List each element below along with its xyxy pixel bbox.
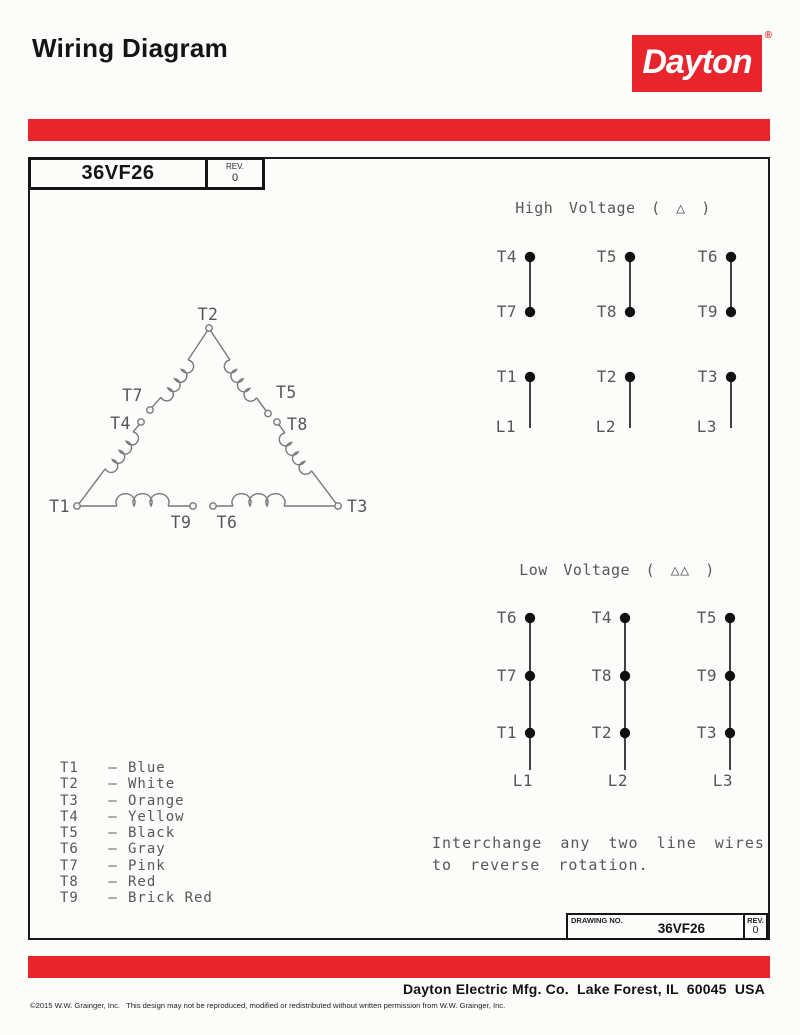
terminal-dot	[725, 613, 735, 623]
terminal-dot	[726, 307, 736, 317]
terminal-dot	[725, 671, 735, 681]
terminal-dot	[525, 372, 535, 382]
hv-label: T9	[697, 302, 718, 321]
delta-winding-schematic	[30, 298, 390, 538]
revision-cell	[205, 157, 265, 190]
lv-line-label: L2	[607, 771, 628, 790]
delta-label-t9: T9	[170, 513, 192, 532]
hv-label: T7	[496, 302, 517, 321]
terminal-dot	[525, 252, 535, 262]
legend-row	[60, 858, 213, 874]
drawing-number-label: DRAWING NO.	[571, 916, 623, 925]
legend-dash: —	[108, 874, 118, 891]
model-number: 36VF26	[28, 157, 208, 190]
hv-label: T1	[496, 367, 517, 386]
title-block	[28, 157, 265, 190]
winding-line	[133, 425, 139, 432]
legend-color: Pink	[128, 857, 166, 874]
hv-label: T2	[596, 367, 617, 386]
registered-trademark-icon: ®	[764, 30, 772, 41]
hv-label: T5	[596, 247, 617, 266]
delta-terminal-labels	[49, 305, 368, 532]
delta-label-t6: T6	[216, 513, 238, 532]
delta-label-t4: T4	[110, 414, 131, 433]
legend-code: T9	[60, 890, 79, 907]
legend-dash: —	[108, 841, 118, 858]
rotation-note	[432, 833, 765, 876]
hv-jumper-col2	[597, 247, 635, 321]
terminal-node-t5	[265, 410, 271, 416]
legend-dash: —	[108, 808, 118, 825]
legend-color: Black	[128, 825, 176, 842]
delta-label-t1: T1	[49, 497, 70, 516]
hv-line-label: L2	[595, 417, 616, 436]
coil-t6-t3	[232, 494, 285, 506]
delta-label-t5: T5	[276, 383, 297, 402]
legend-row	[60, 890, 213, 906]
legend-row	[60, 825, 213, 841]
terminal-node-t9	[190, 503, 196, 509]
lv-col2	[592, 608, 630, 790]
copyright-notice: ©2015 W.W. Grainger, Inc. This design may not be reproduced, modified or redistributed without written permission from W.W. Grainger, Inc.	[30, 1001, 506, 1010]
terminal-node-t2	[206, 325, 212, 331]
legend-code: T2	[60, 776, 79, 793]
drawing-number-cell	[566, 913, 745, 940]
legend-code: T8	[60, 874, 79, 891]
dayton-logo-text: Dayton	[642, 43, 752, 81]
terminal-dot	[726, 252, 736, 262]
terminal-dot	[620, 613, 630, 623]
hv-jumper-col3	[698, 247, 736, 321]
legend-row	[60, 874, 213, 890]
legend-code: T6	[60, 841, 79, 858]
terminal-dot	[625, 307, 635, 317]
legend-code: T1	[60, 760, 79, 776]
lv-label: T4	[591, 608, 612, 627]
revision-value: 0	[231, 171, 239, 184]
company-address: Dayton Electric Mfg. Co. Lake Forest, IL 60045 USA	[402, 981, 765, 997]
drawing-rev-value: 0	[752, 923, 759, 936]
coil-t4-t1	[105, 431, 141, 475]
terminal-node-t1	[74, 503, 80, 509]
lv-label: T8	[591, 666, 612, 685]
terminal-dot	[726, 372, 736, 382]
hv-lead-col2	[596, 367, 635, 436]
drawing-rev-label: REV.	[747, 915, 764, 925]
legend-code: T7	[60, 857, 79, 874]
terminal-dot	[620, 728, 630, 738]
legend-dash: —	[108, 890, 118, 907]
hv-line-label: L3	[696, 417, 717, 436]
legend-dash: —	[108, 776, 118, 793]
coil-t2-t7	[161, 359, 197, 403]
lv-label: T7	[496, 666, 517, 685]
terminal-node-t4	[138, 419, 144, 425]
lv-label: T9	[696, 666, 717, 685]
coil-t8-t3	[277, 432, 312, 476]
terminal-dot	[525, 671, 535, 681]
terminal-dot	[525, 613, 535, 623]
lv-label: T6	[496, 608, 517, 627]
lv-col3	[697, 608, 735, 790]
hv-label: T3	[697, 367, 718, 386]
legend-dash: —	[108, 857, 118, 874]
terminal-node-t3	[335, 503, 341, 509]
hv-jumper-col1	[497, 247, 535, 321]
legend-color: Gray	[128, 841, 166, 858]
lv-col1	[497, 608, 535, 790]
low-voltage-title: Low Voltage ( △△ )	[519, 561, 715, 579]
legend-color: Red	[128, 874, 157, 891]
lv-line-label: L1	[512, 771, 533, 790]
legend-row	[60, 760, 213, 776]
legend-dash: —	[108, 792, 118, 809]
header-red-divider	[28, 119, 770, 141]
legend-color: White	[128, 776, 176, 793]
page-title: Wiring Diagram	[32, 33, 229, 63]
terminal-dot	[625, 372, 635, 382]
terminal-dot	[525, 728, 535, 738]
terminal-dot	[525, 307, 535, 317]
winding-line	[279, 425, 285, 433]
winding-line	[79, 469, 105, 504]
winding-line	[256, 398, 266, 411]
terminal-dot	[625, 252, 635, 262]
rotation-note-line1: Interchange any two line wires	[432, 834, 765, 852]
revision-label: REV.	[226, 162, 244, 172]
hv-line-label: L1	[495, 417, 516, 436]
legend-row	[60, 793, 213, 809]
legend-row	[60, 776, 213, 792]
high-voltage-title: High Voltage ( △ )	[515, 199, 711, 217]
lead-color-legend	[60, 760, 213, 907]
hv-lead-col3	[697, 367, 736, 436]
winding-line	[211, 331, 230, 360]
lv-label: T5	[696, 608, 717, 627]
legend-code: T3	[60, 792, 79, 809]
lv-label: T1	[496, 723, 517, 742]
winding-coils	[105, 359, 312, 506]
low-voltage-diagram	[420, 555, 770, 795]
legend-color: Orange	[128, 792, 185, 809]
legend-color: Blue	[128, 760, 166, 776]
hv-label: T6	[697, 247, 718, 266]
winding-line	[152, 397, 161, 407]
legend-row	[60, 841, 213, 857]
terminal-node-t6	[210, 503, 216, 509]
drawing-number-block	[566, 913, 770, 940]
lv-label: T3	[696, 723, 717, 742]
delta-label-t2: T2	[197, 305, 219, 324]
legend-color: Yellow	[128, 808, 185, 825]
terminal-dot	[620, 671, 630, 681]
delta-label-t7: T7	[122, 386, 143, 405]
drawing-rev-cell	[743, 913, 768, 940]
delta-label-t8: T8	[287, 415, 308, 434]
drawing-number-value: 36VF26	[657, 921, 705, 936]
lv-line-label: L3	[712, 771, 733, 790]
lv-label: T2	[591, 723, 612, 742]
rotation-note-line2: to reverse rotation.	[432, 855, 649, 874]
legend-dash: —	[108, 760, 118, 776]
coil-t2-t5	[222, 359, 257, 403]
legend-color: Brick Red	[128, 890, 213, 907]
legend-dash: —	[108, 825, 118, 842]
hv-label: T4	[496, 247, 517, 266]
hv-label: T8	[596, 302, 617, 321]
winding-line	[311, 471, 336, 504]
dayton-logo	[632, 30, 772, 92]
legend-code: T4	[60, 808, 79, 825]
high-voltage-diagram	[420, 195, 770, 440]
legend-row	[60, 809, 213, 825]
hv-lead-col1	[496, 367, 535, 436]
delta-label-t3: T3	[347, 497, 368, 516]
footer-red-divider	[28, 956, 770, 978]
legend-code: T5	[60, 825, 79, 842]
terminal-dot	[725, 728, 735, 738]
winding-line	[188, 331, 207, 360]
terminal-node-t8	[274, 419, 280, 425]
coil-t1-t9	[116, 494, 169, 506]
terminal-node-t7	[147, 407, 153, 413]
